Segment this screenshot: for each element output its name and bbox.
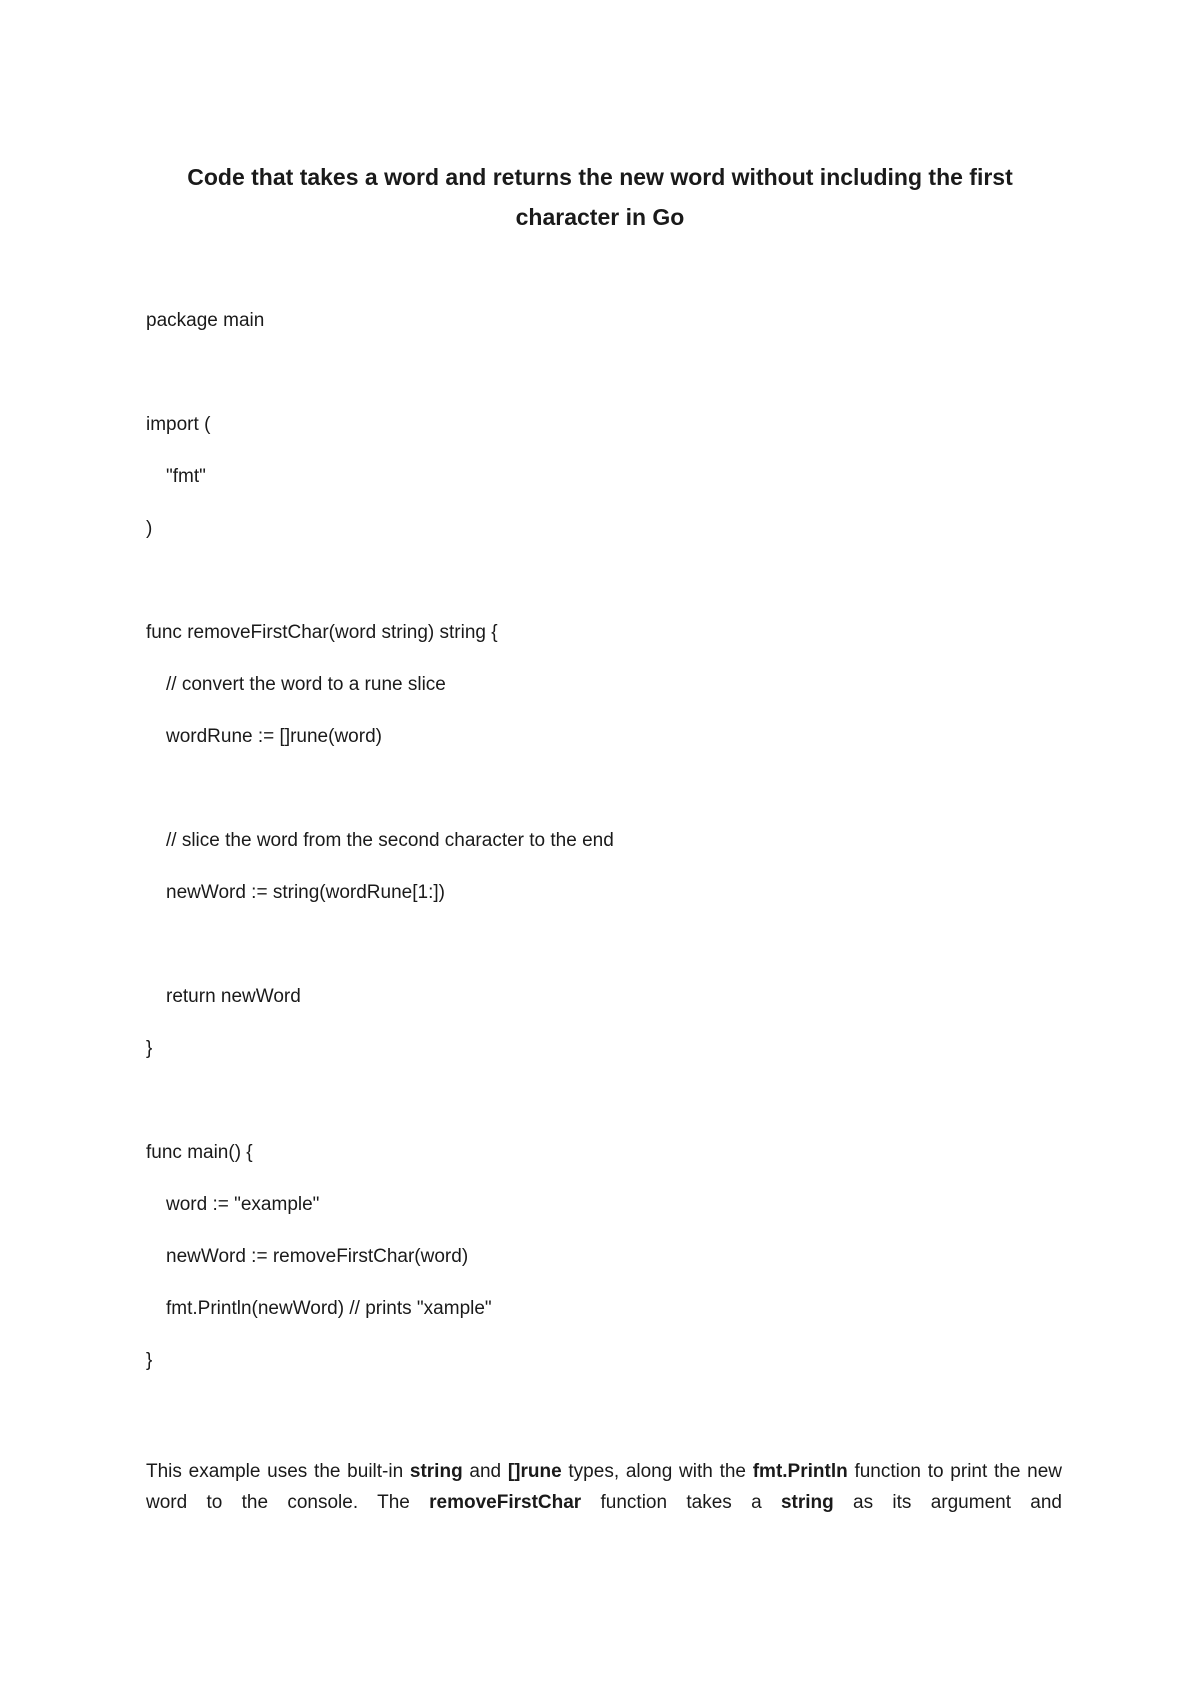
code-line-package: package main [146, 310, 265, 331]
code-line-close-main: } [146, 1350, 153, 1371]
code-line-return: return newWord [166, 986, 301, 1007]
code-line-close-remove: } [146, 1038, 153, 1059]
para-bold-string: string [409, 1461, 463, 1482]
para-bold-string-2: string [780, 1492, 834, 1513]
code-line-import-fmt: "fmt" [166, 466, 206, 487]
para-bold-rune: []rune [507, 1461, 562, 1482]
code-line-import-close: ) [146, 518, 153, 539]
code-line-wordrune: wordRune := []rune(word) [166, 726, 382, 747]
code-line-func-remove: func removeFirstChar(word string) string { [146, 622, 498, 643]
code-line-println: fmt.Println(newWord) // prints "xample" [166, 1298, 492, 1319]
code-line-import-open: import ( [146, 414, 211, 435]
para-bold-removefirstchar: removeFirstChar [429, 1492, 582, 1513]
title-line-2: character in Go [515, 204, 685, 231]
para-text-2: and [462, 1461, 508, 1482]
title-line-1: Code that takes a word and returns the new word without including the first [187, 164, 1013, 191]
code-line-comment-slice: // slice the word from the second character to the end [166, 830, 614, 851]
code-line-func-main: func main() { [146, 1142, 253, 1163]
para-text-1: This example uses the built-in [146, 1461, 410, 1482]
para-text-4: function to print the new word to the console. The [146, 1461, 1062, 1513]
code-line-comment-convert: // convert the word to a rune slice [166, 674, 446, 695]
explanation-paragraph [146, 1456, 1062, 1518]
document-title [120, 157, 1080, 237]
code-line-word-assign: word := "example" [166, 1194, 320, 1215]
para-text-3: types, along with the [561, 1461, 753, 1482]
code-line-newword: newWord := string(wordRune[1:]) [166, 882, 445, 903]
para-text-5: function takes a [581, 1492, 781, 1513]
code-line-newword-call: newWord := removeFirstChar(word) [166, 1246, 469, 1267]
para-bold-println: fmt.Println [752, 1461, 848, 1482]
para-text-6: as its argument and [833, 1492, 1062, 1513]
